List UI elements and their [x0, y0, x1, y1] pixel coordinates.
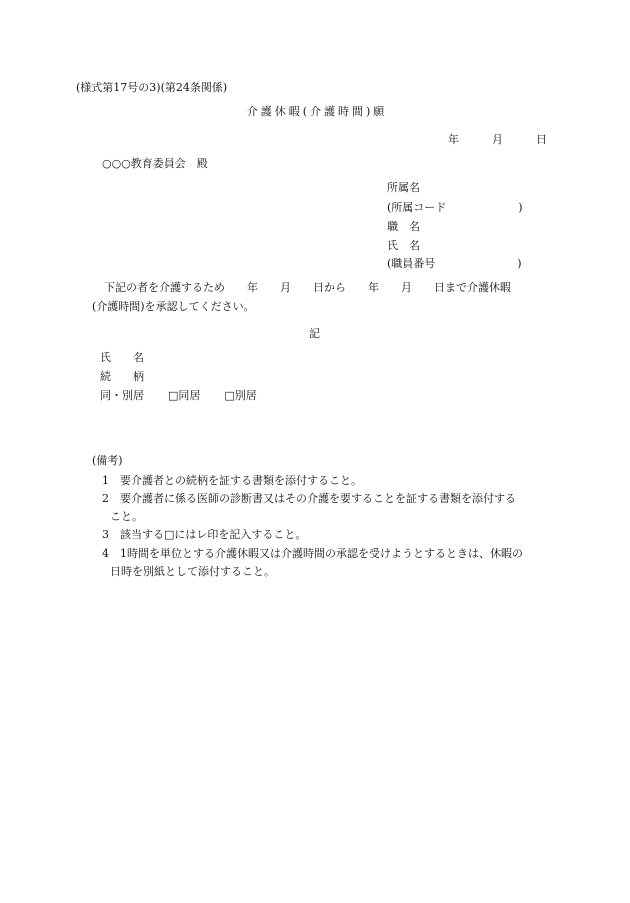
form-number: (様式第17号の3)(第24条関係): [76, 81, 228, 94]
affiliation-code-label: (所属コード: [387, 201, 447, 214]
form-title: 介護休暇(介護時間)願: [246, 105, 388, 118]
note-number: 1: [102, 474, 109, 487]
note-text: 1時間を単位とする介護休暇又は介護時間の承認を受けようとするときは、休暇の: [120, 547, 523, 560]
note-text: 要介護者に係る医師の診断書又はその介護を要することを証する書類を添付する: [120, 492, 516, 505]
request-text-line1: 下記の者を介護するため 年 月 日から 年 月 日まで介護休暇: [104, 281, 511, 294]
addressee: ○○○教育委員会 殿: [102, 157, 208, 170]
care-recipient-name-label: 氏 名: [100, 351, 144, 364]
relation-label: 続 柄: [100, 370, 144, 383]
note-item: [102, 475, 362, 486]
staff-number-label: (職員番号: [387, 257, 436, 270]
note-number: 2: [102, 492, 109, 505]
note-number: 3: [102, 528, 109, 541]
staff-number-close: ): [517, 257, 522, 270]
affiliation-code-close: ): [518, 201, 523, 214]
affiliation-label: 所属名: [387, 181, 420, 194]
affiliation-code-field: [387, 202, 523, 213]
cohabitation-label: 同・別居: [100, 389, 144, 402]
applicant-name-label: 氏 名: [387, 239, 420, 252]
request-text-line2: (介護時間)を承認してください。: [92, 300, 255, 313]
date-day-label: 日: [536, 133, 547, 146]
date-month-label: 月: [492, 133, 503, 146]
cohabit-checkbox-option: □同居: [168, 389, 201, 402]
separate-checkbox-option: □別居: [224, 389, 257, 402]
ki-heading: 記: [309, 327, 320, 340]
note-text-continued: 日時を別紙として添付すること。: [110, 565, 275, 578]
note-number: 4: [102, 547, 109, 560]
position-label: 職 名: [387, 220, 420, 233]
note-text: 該当する□にはレ印を記入すること。: [120, 528, 307, 541]
note-text: 要介護者との続柄を証する書類を添付すること。: [120, 474, 362, 487]
note-text-continued: こと。: [110, 510, 143, 523]
note-item: [102, 493, 516, 504]
note-item: [102, 529, 306, 540]
notes-heading: (備考): [92, 454, 123, 467]
cohabitation-row: [100, 390, 257, 401]
note-item: [102, 548, 523, 559]
staff-number-field: [387, 258, 522, 269]
date-line: [448, 134, 547, 145]
date-year-label: 年: [448, 133, 459, 146]
